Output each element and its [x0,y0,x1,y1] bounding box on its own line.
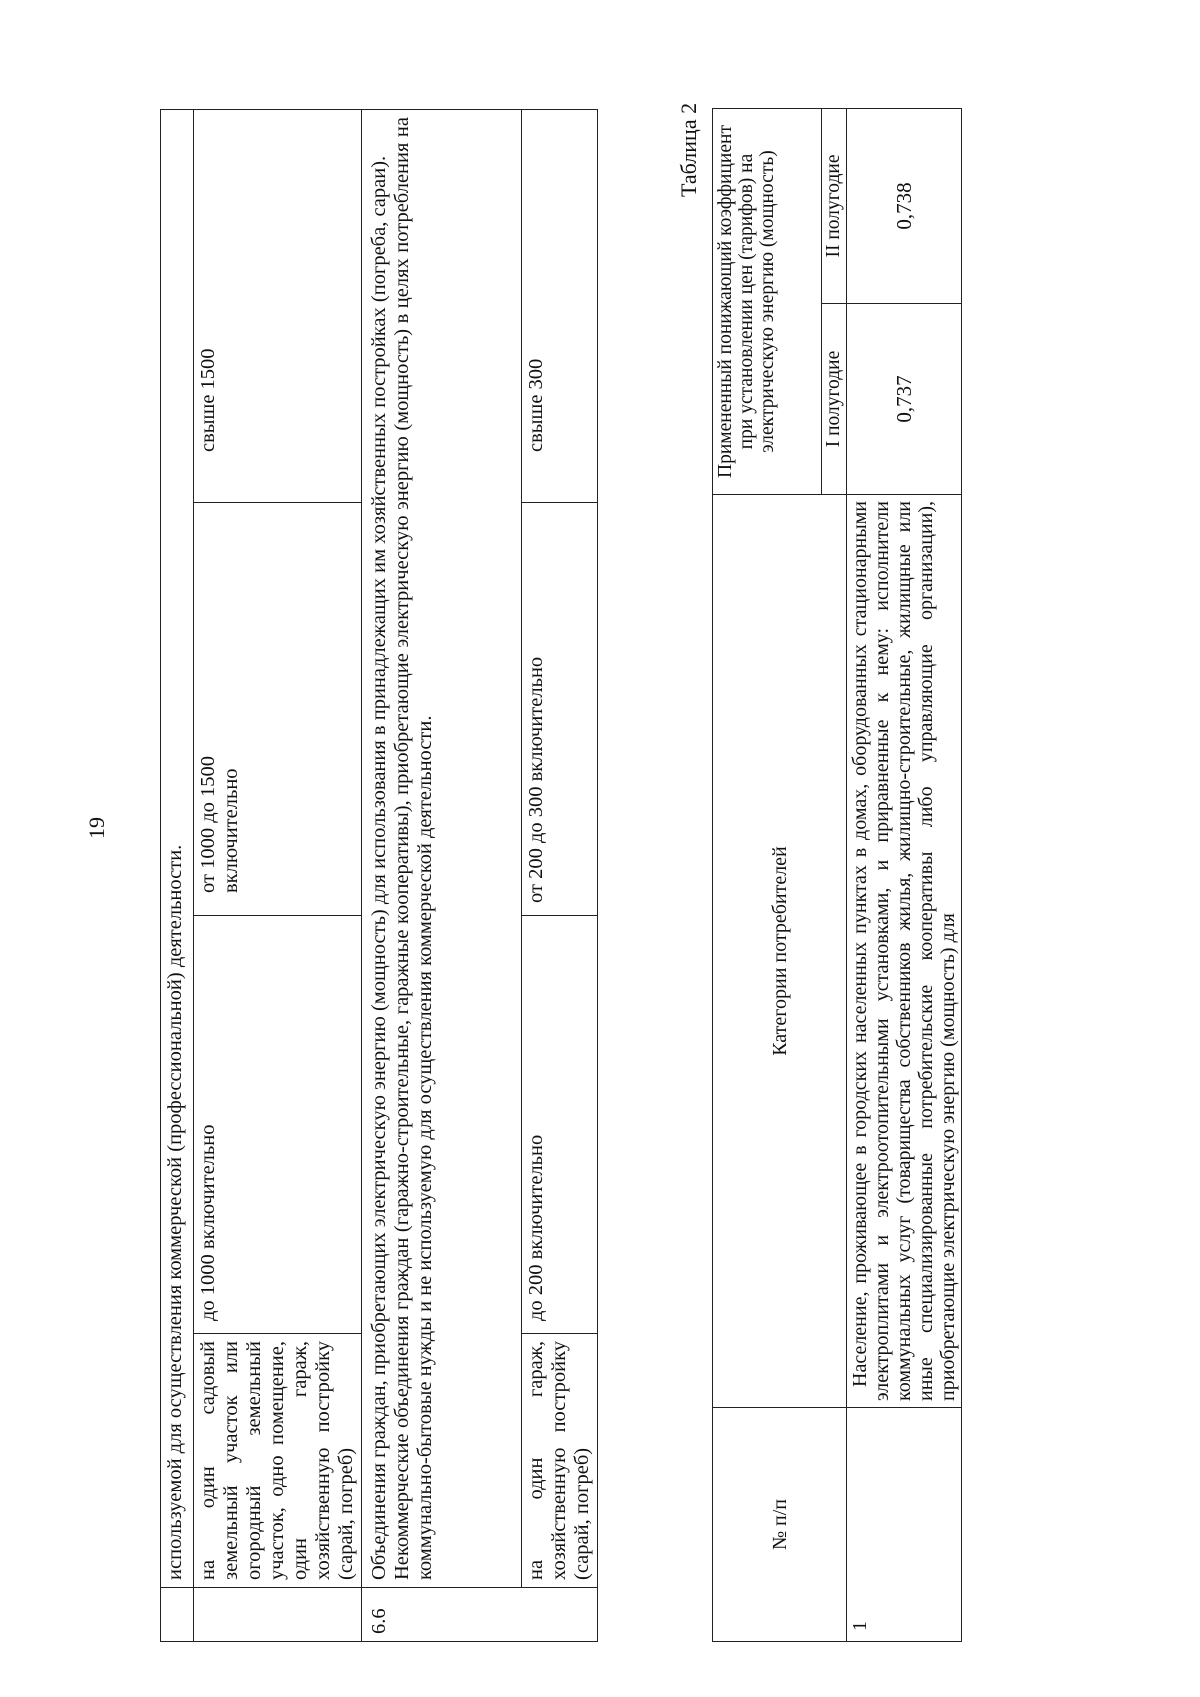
table-row [522,110,598,1642]
description-paragraph-1: Объединения граждан, приобретающих электрическую энергию (мощность) для использования в принадлежащих им хозяйственных постройках (погреба, сараи). [368,155,390,1580]
table-1-continuation [160,109,598,1642]
page-number: 19 [84,817,109,839]
header-category: Категории потребителей [713,495,847,1408]
object-cell: на один садовый земельный участок или огородный земельный участок, одно помещение, один гараж, хозяйственную постройку (сарай, погреб) [194,1334,362,1588]
range-cell-1: до 200 включительно [522,916,598,1334]
header-half-2: II полугодие [822,109,847,304]
empty-number-cell [161,1588,194,1642]
row-number: 1 [847,1408,962,1642]
header-number: № п/п [713,1408,847,1642]
description-paragraph-2: Некоммерческие объединения граждан (гаражно-строительные, гаражные кооперативы), приобретающие электрическую энергию (мощность) в целях потребления на коммунально-бытовые нужды и не используемую для осуществления коммерческой деятельности. [391,117,436,1580]
range-cell-2 [194,503,362,916]
range-text: от 1000 до 1500 включительно [197,756,242,893]
header-coefficient: Примененный понижающий коэффициент при установлении цен (тарифов) на электрическую энергию (мощность) [713,109,822,495]
range-cell-3: свыше 1500 [194,110,362,503]
category-text-body: Население, проживающее в городских населенных пунктах в домах, оборудованных стационарными электроплитами и электроотопительными установками, и приравненные к нему: исполнители коммунальных услуг (товарищества собственников жилья, жилищно-строительные, жилищные или иные специализированные потребительские кооперативы либо управляющие организации), приобретающие электрическую энергию (мощность) для [849,501,959,1401]
group-description [362,110,522,1588]
category-text [847,495,962,1408]
coefficient-half-1: 0,737 [847,304,962,495]
table-2 [712,108,962,1642]
intro-text: используемой для осуществления коммерческой (профессиональной) деятельности. [161,110,194,1588]
empty-number-cell [194,1588,362,1642]
item-number: 6.6 [362,1588,598,1642]
range-cell-3: свыше 300 [522,110,598,503]
table-row [161,110,194,1642]
range-cell-2: от 200 до 300 включительно [522,503,598,916]
header-row [713,109,822,1642]
table-2-caption: Таблица 2 [676,102,701,197]
table-row [194,110,362,1642]
table-row [847,109,962,1642]
range-cell-1: до 1000 включительно [194,916,362,1334]
coefficient-half-2: 0,738 [847,109,962,304]
object-cell: на один гараж, хозяйственную постройку (сарай, погреб) [522,1334,598,1588]
header-half-1: I полугодие [822,304,847,495]
table-row [362,110,522,1642]
